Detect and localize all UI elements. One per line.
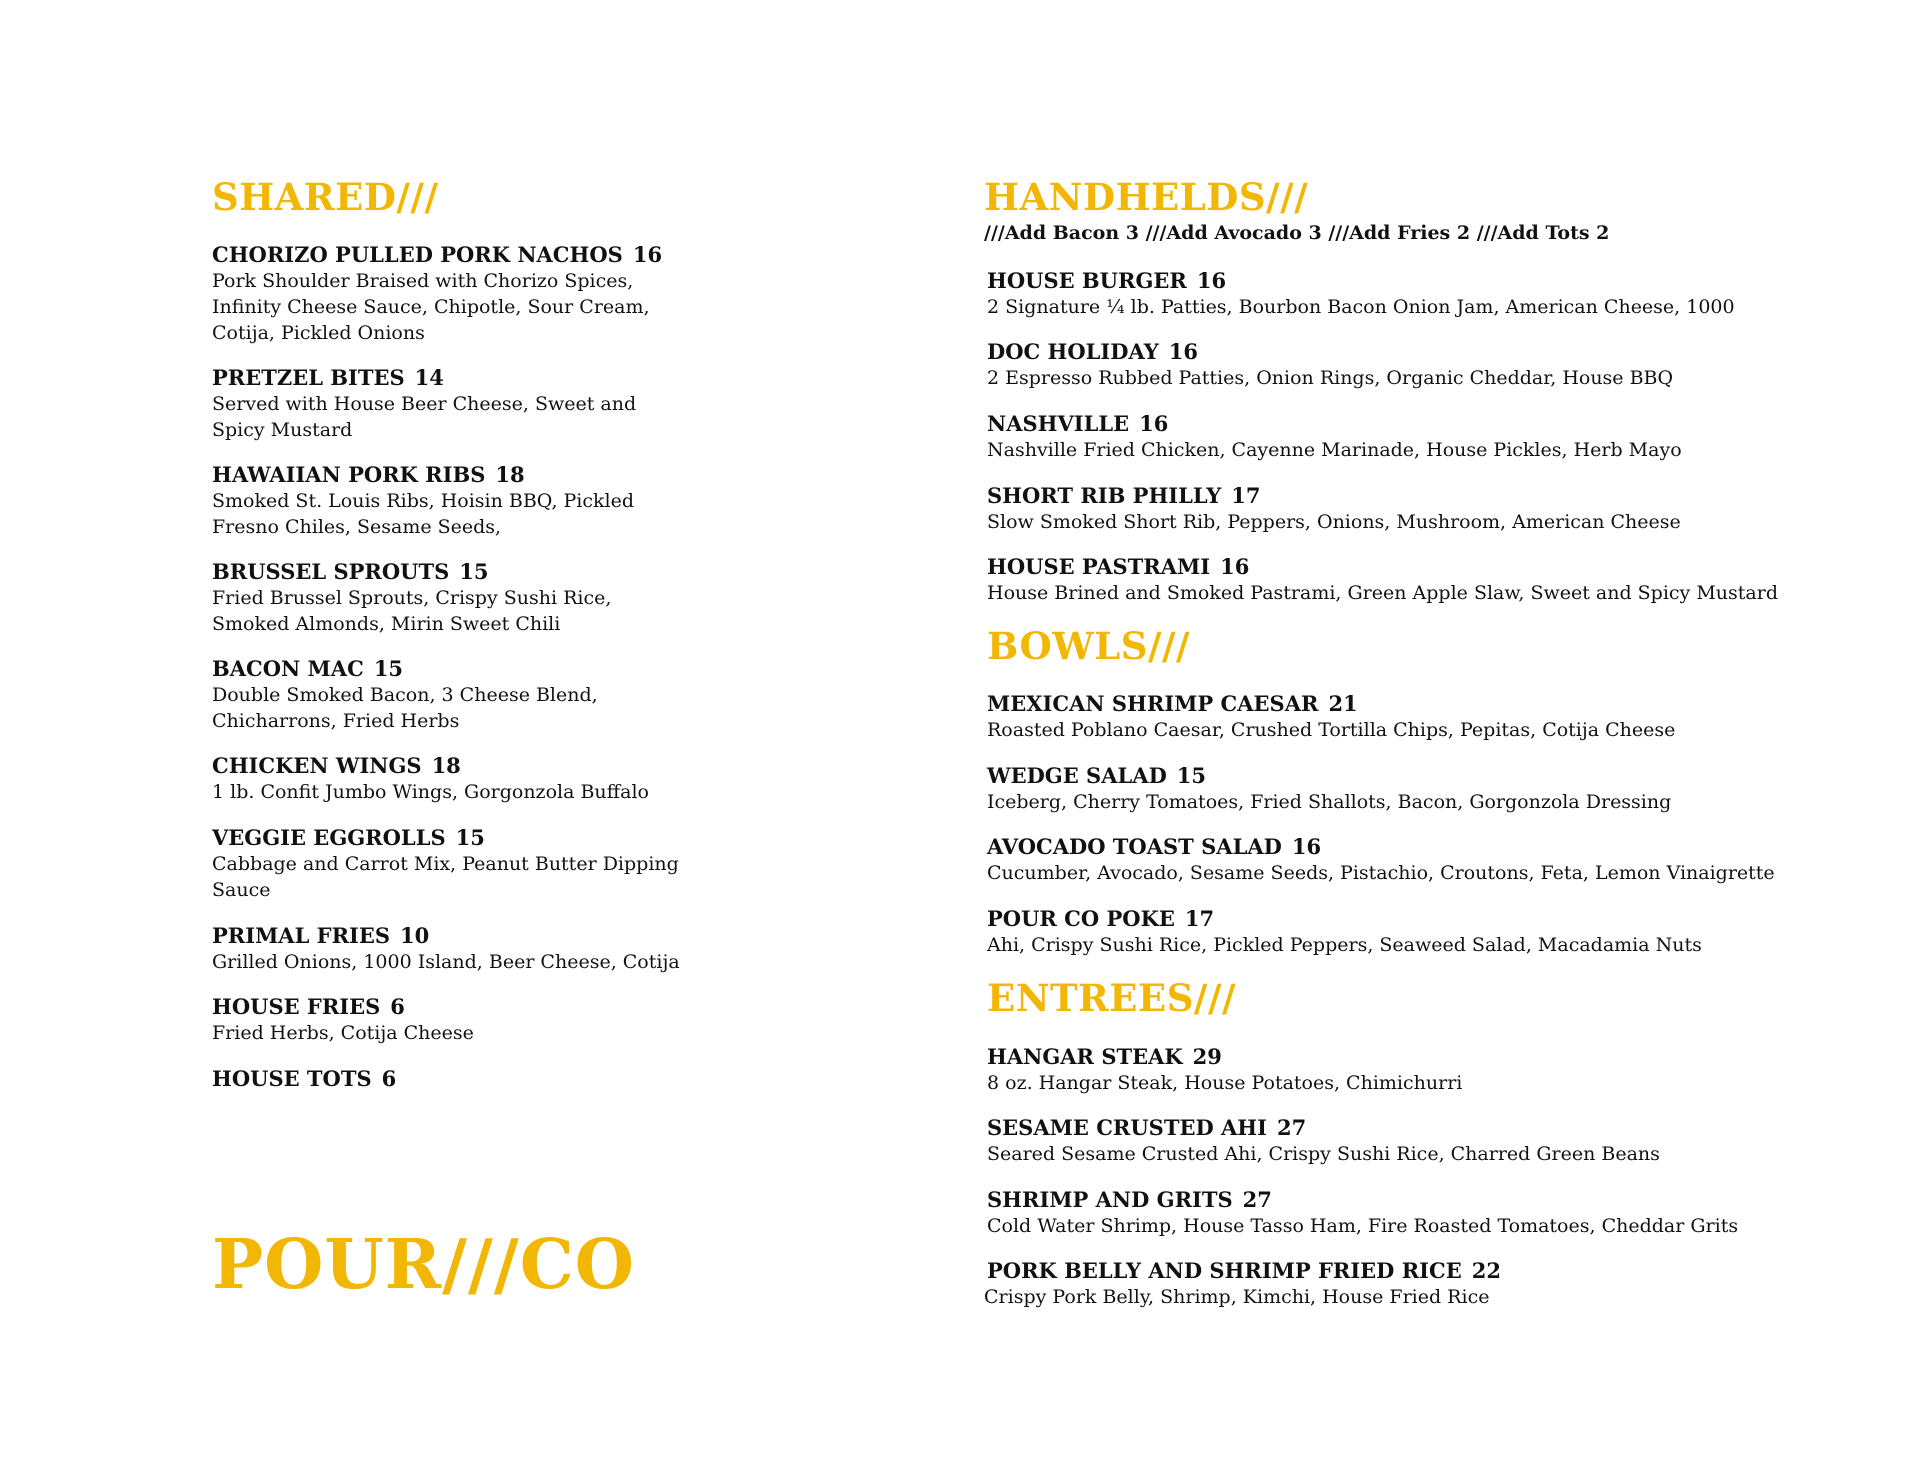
item-price: 15 xyxy=(373,656,404,681)
item-title xyxy=(212,364,732,391)
item-title xyxy=(987,267,1847,294)
item-name: PRETZEL BITES xyxy=(212,365,405,390)
item-price: 17 xyxy=(1184,906,1215,931)
item-description: 8 oz. Hangar Steak, House Potatoes, Chimichurri xyxy=(987,1072,1463,1094)
item-description: Grilled Onions, 1000 Island, Beer Cheese, Cotija xyxy=(212,951,680,973)
item-name: VEGGIE EGGROLLS xyxy=(212,825,446,850)
menu-item xyxy=(212,241,732,346)
item-description: 2 Espresso Rubbed Patties, Onion Rings, Organic Cheddar, House BBQ xyxy=(987,367,1674,389)
item-description: Fried Herbs, Cotija Cheese xyxy=(212,1022,474,1044)
item-price: 14 xyxy=(414,365,444,390)
item-price: 15 xyxy=(459,559,489,584)
item-name: CHORIZO PULLED PORK NACHOS xyxy=(212,242,623,267)
item-price: 15 xyxy=(1176,763,1207,788)
item-description: Cucumber, Avocado, Sesame Seeds, Pistachio, Croutons, Feta, Lemon Vinaigrette xyxy=(987,862,1775,884)
item-title xyxy=(987,1043,1847,1070)
item-name: POUR CO POKE xyxy=(987,906,1175,931)
item-name: PORK BELLY AND SHRIMP FRIED RICE xyxy=(987,1258,1462,1283)
item-price: 22 xyxy=(1471,1258,1501,1283)
item-description: Cabbage and Carrot Mix, Peanut Butter Dipping Sauce xyxy=(212,853,679,901)
item-title xyxy=(987,690,1847,717)
item-title xyxy=(212,752,732,779)
menu-item xyxy=(987,1043,1847,1096)
item-name: BRUSSEL SPROUTS xyxy=(212,559,450,584)
item-price: 17 xyxy=(1231,483,1261,508)
menu-item xyxy=(984,1257,1847,1310)
menu-item xyxy=(212,364,732,443)
item-description: 1 lb. Confit Jumbo Wings, Gorgonzola Buffalo xyxy=(212,781,649,803)
item-name: WEDGE SALAD xyxy=(987,763,1167,788)
menu-item xyxy=(212,558,732,637)
item-price: 16 xyxy=(632,242,663,267)
item-title xyxy=(987,1257,1847,1284)
item-description: Seared Sesame Crusted Ahi, Crispy Sushi Rice, Charred Green Beans xyxy=(987,1143,1660,1165)
item-price: 21 xyxy=(1328,691,1358,716)
item-title xyxy=(987,833,1847,860)
item-name: BACON MAC xyxy=(212,656,364,681)
item-price: 10 xyxy=(400,923,430,948)
menu-item xyxy=(212,922,732,975)
menu-item xyxy=(987,1114,1847,1167)
item-name: SESAME CRUSTED AHI xyxy=(987,1115,1267,1140)
item-price: 6 xyxy=(390,994,405,1019)
item-title xyxy=(212,1065,732,1092)
item-name: NASHVILLE xyxy=(987,411,1130,436)
menu-item xyxy=(987,553,1847,606)
item-title xyxy=(212,241,732,268)
item-name: SHRIMP AND GRITS xyxy=(987,1187,1233,1212)
item-name: HOUSE TOTS xyxy=(212,1066,372,1091)
item-title xyxy=(987,762,1847,789)
item-name: SHORT RIB PHILLY xyxy=(987,483,1222,508)
menu-item xyxy=(987,905,1847,958)
item-title xyxy=(987,410,1847,437)
item-description: Smoked St. Louis Ribs, Hoisin BBQ, Pickled Fresno Chiles, Sesame Seeds, xyxy=(212,490,635,538)
menu-item xyxy=(212,1065,732,1092)
item-title xyxy=(212,993,732,1020)
item-description: House Brined and Smoked Pastrami, Green Apple Slaw, Sweet and Spicy Mustard xyxy=(987,582,1778,604)
menu-item xyxy=(987,482,1847,535)
item-price: 18 xyxy=(495,462,525,487)
item-title xyxy=(987,905,1847,932)
item-name: HOUSE BURGER xyxy=(987,268,1187,293)
bowls-heading: BOWLS/// xyxy=(987,624,1191,668)
menu-item xyxy=(212,655,732,734)
menu-item xyxy=(987,410,1847,463)
item-name: AVOCADO TOAST SALAD xyxy=(987,834,1282,859)
item-price: 16 xyxy=(1139,411,1169,436)
item-title xyxy=(212,922,732,949)
item-name: DOC HOLIDAY xyxy=(987,339,1159,364)
item-title xyxy=(212,655,732,682)
item-title xyxy=(987,338,1847,365)
item-name: MEXICAN SHRIMP CAESAR xyxy=(987,691,1319,716)
item-price: 16 xyxy=(1220,554,1250,579)
item-name: CHICKEN WINGS xyxy=(212,753,422,778)
item-title xyxy=(987,553,1847,580)
item-title xyxy=(987,1114,1847,1141)
menu-item xyxy=(987,690,1847,743)
item-price: 16 xyxy=(1196,268,1227,293)
item-name: HOUSE PASTRAMI xyxy=(987,554,1211,579)
item-price: 27 xyxy=(1276,1115,1307,1140)
item-description: Served with House Beer Cheese, Sweet and Spicy Mustard xyxy=(212,393,637,441)
menu-item xyxy=(987,267,1847,320)
item-description: Pork Shoulder Braised with Chorizo Spices, Infinity Cheese Sauce, Chipotle, Sour Cream, Cotija, Pickled Onions xyxy=(212,270,650,344)
item-description: Ahi, Crispy Sushi Rice, Pickled Peppers, Seaweed Salad, Macadamia Nuts xyxy=(987,934,1702,956)
item-name: HAWAIIAN PORK RIBS xyxy=(212,462,486,487)
menu-item xyxy=(987,338,1847,391)
item-price: 6 xyxy=(381,1066,397,1091)
handhelds-heading: HANDHELDS/// xyxy=(984,175,1309,219)
menu-item xyxy=(212,993,732,1046)
item-description: Iceberg, Cherry Tomatoes, Fried Shallots, Bacon, Gorgonzola Dressing xyxy=(987,791,1672,813)
item-price: 27 xyxy=(1242,1187,1272,1212)
item-description: Slow Smoked Short Rib, Peppers, Onions, Mushroom, American Cheese xyxy=(987,511,1681,533)
item-name: HOUSE FRIES xyxy=(212,994,381,1019)
menu-item xyxy=(212,461,732,540)
brand-logo-text: POUR///CO xyxy=(212,1225,636,1305)
item-description: Fried Brussel Sprouts, Crispy Sushi Rice, Smoked Almonds, Mirin Sweet Chili xyxy=(212,587,612,635)
shared-heading: SHARED/// xyxy=(212,175,439,219)
item-title xyxy=(212,824,732,851)
handhelds-addons: ///Add Bacon 3 ///Add Avocado 3 ///Add Fries 2 ///Add Tots 2 xyxy=(984,222,1610,244)
entrees-heading: ENTREES/// xyxy=(987,976,1236,1020)
item-title xyxy=(987,482,1847,509)
menu-item xyxy=(987,762,1847,815)
item-title xyxy=(212,558,732,585)
item-title xyxy=(987,1186,1847,1213)
item-description: Crispy Pork Belly, Shrimp, Kimchi, House Fried Rice xyxy=(984,1286,1490,1308)
item-description: Roasted Poblano Caesar, Crushed Tortilla Chips, Pepitas, Cotija Cheese xyxy=(987,719,1676,741)
menu-item xyxy=(212,824,732,903)
menu-item xyxy=(987,833,1847,886)
item-price: 29 xyxy=(1192,1044,1222,1069)
item-price: 16 xyxy=(1291,834,1322,859)
item-title xyxy=(212,461,732,488)
item-description: 2 Signature ¼ lb. Patties, Bourbon Bacon Onion Jam, American Cheese, 1000 xyxy=(987,296,1735,318)
item-price: 16 xyxy=(1168,339,1198,364)
item-description: Double Smoked Bacon, 3 Cheese Blend, Chicharrons, Fried Herbs xyxy=(212,684,598,732)
item-price: 18 xyxy=(431,753,461,778)
menu-item xyxy=(987,1186,1847,1239)
item-description: Nashville Fried Chicken, Cayenne Marinade, House Pickles, Herb Mayo xyxy=(987,439,1682,461)
item-price: 15 xyxy=(455,825,485,850)
item-name: PRIMAL FRIES xyxy=(212,923,391,948)
menu-item xyxy=(212,752,732,805)
item-name: HANGAR STEAK xyxy=(987,1044,1183,1069)
item-description: Cold Water Shrimp, House Tasso Ham, Fire Roasted Tomatoes, Cheddar Grits xyxy=(987,1215,1739,1237)
